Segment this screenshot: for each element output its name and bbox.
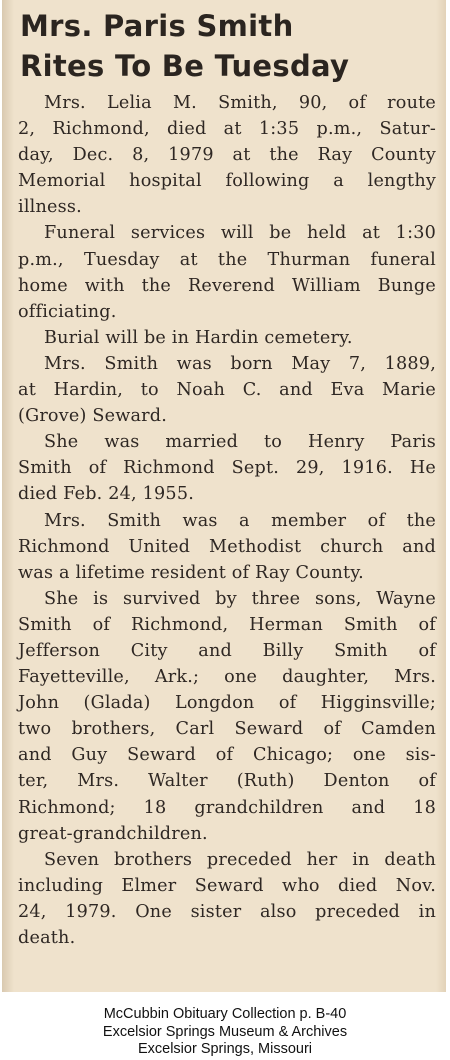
text-line: Mrs. Smith was a member of the [44, 510, 436, 531]
text-line: at Hardin, to Noah C. and Eva Marie [18, 380, 436, 401]
text-line: Memorial hospital following a lengthy [18, 171, 436, 192]
text-line: and Guy Seward of Chicago; one sis- [18, 745, 436, 766]
headline-line: Rites To Be Tuesday [20, 49, 350, 83]
paragraph-preceded [18, 847, 436, 951]
text-line: day, Dec. 8, 1979 at the Ray County [18, 145, 436, 166]
text-line: Jefferson City and Billy Smith of [18, 640, 436, 661]
text-line: including Elmer Seward who died Nov. [18, 875, 436, 896]
text-line: (Grove) Seward. [18, 406, 168, 427]
text-line: She was married to Henry Paris [44, 432, 436, 453]
text-line: great-grandchildren. [18, 823, 208, 844]
text-line: Richmond United Methodist church and [18, 536, 436, 557]
paragraph-death-notice [18, 90, 436, 220]
text-line: home with the Reverend William Bunge [18, 275, 436, 296]
text-line: Funeral services will be held at 1:30 [44, 223, 436, 244]
text-line: ter, Mrs. Walter (Ruth) Denton of [18, 771, 436, 792]
text-line: 2, Richmond, died at 1:35 p.m., Satur- [18, 119, 436, 140]
text-line: 24, 1979. One sister also preceded in [18, 901, 436, 922]
archive-caption [0, 1006, 450, 1059]
text-line: officiating. [18, 301, 117, 322]
text-line: two brothers, Carl Seward of Camden [18, 719, 436, 740]
paragraph-marriage [18, 429, 436, 507]
headline-line: Mrs. Paris Smith [20, 9, 294, 43]
text-line: died Feb. 24, 1955. [18, 484, 195, 505]
paragraph-membership [18, 508, 436, 586]
caption-museum: Excelsior Springs Museum & Archives [102, 1023, 348, 1040]
paragraph-birth [18, 351, 436, 429]
text-line: John (Glada) Longdon of Higginsville; [18, 693, 436, 714]
text-line: Fayetteville, Ark.; one daughter, Mrs. [18, 667, 436, 688]
text-line: p.m., Tuesday at the Thurman funeral [18, 249, 436, 270]
text-line: Mrs. Smith was born May 7, 1889, [44, 353, 436, 374]
paragraph-burial [18, 325, 436, 351]
caption-collection: McCubbin Obituary Collection p. B-40 [103, 1006, 347, 1022]
paragraph-funeral [18, 220, 436, 324]
text-line: illness. [18, 197, 82, 218]
text-line: death. [18, 928, 76, 948]
newspaper-clipping [2, 0, 446, 992]
article-body [18, 90, 436, 951]
text-line: Richmond; 18 grandchildren and 18 [18, 797, 436, 818]
headline [20, 6, 440, 86]
caption-location: Excelsior Springs, Missouri [137, 1041, 313, 1057]
text-line: She is survived by three sons, Wayne [44, 588, 436, 609]
text-line: Smith of Richmond, Herman Smith of [18, 614, 436, 635]
text-line: Mrs. Lelia M. Smith, 90, of route [44, 93, 436, 113]
text-line: was a lifetime resident of Ray County. [18, 562, 364, 583]
text-line: Seven brothers preceded her in death [44, 849, 436, 870]
paragraph-survivors [18, 586, 436, 847]
text-line: Burial will be in Hardin cemetery. [44, 327, 353, 348]
text-line: Smith of Richmond Sept. 29, 1916. He [18, 458, 436, 479]
